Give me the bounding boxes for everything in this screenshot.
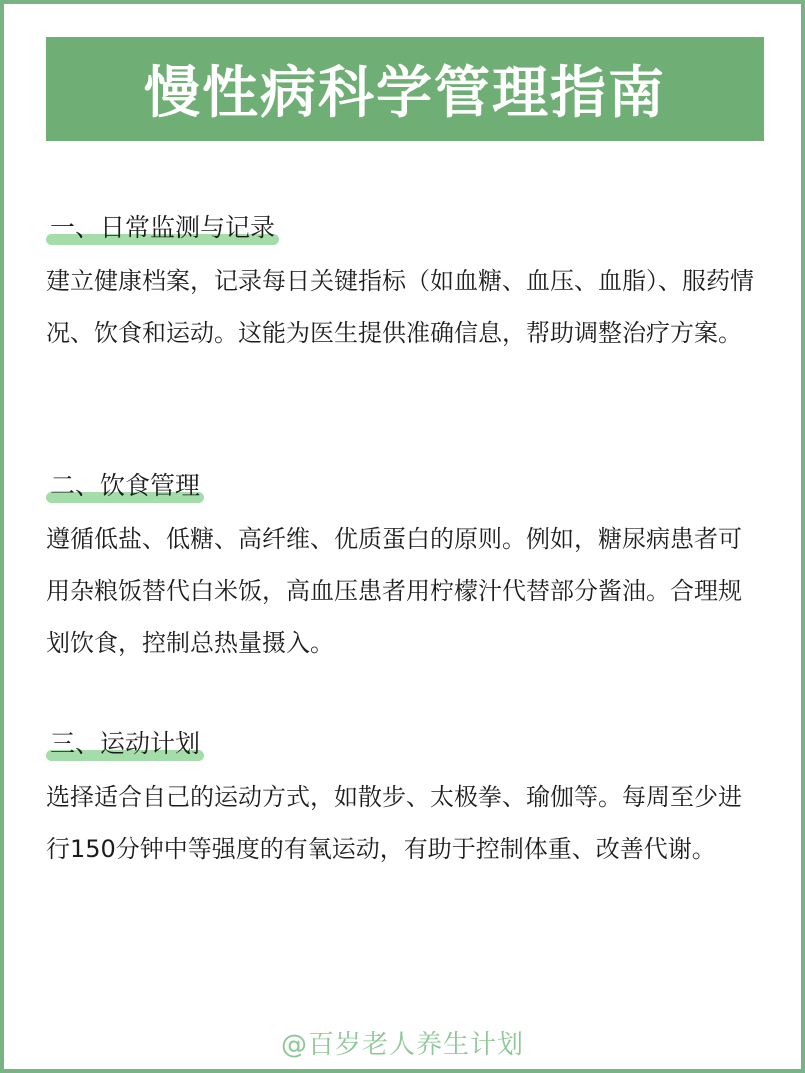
page-title: 慢性病科学管理指南	[144, 61, 666, 126]
section-exercise-plan	[46, 725, 766, 875]
section-heading-text: 二、饮食管理	[50, 471, 201, 500]
section-body: 遵循低盐、低糖、高纤维、优质蛋白的原则。例如，糖尿病患者可用杂粮饭替代白米饭，高血压患者用柠檬汁代替部分酱油。合理规划饮食，控制总热量摄入。	[46, 525, 742, 657]
author-watermark: @百岁老人养生计划	[280, 1030, 524, 1060]
section-heading	[46, 725, 204, 763]
section-diet-management	[46, 467, 766, 669]
section-heading-text: 三、运动计划	[50, 729, 201, 758]
section-heading	[46, 467, 204, 505]
section-body: 建立健康档案，记录每日关键指标（如血糖、血压、血脂）、服药情况、饮食和运动。这能为医生提供准确信息，帮助调整治疗方案。	[46, 267, 754, 347]
section-heading	[46, 209, 279, 247]
title-banner	[46, 37, 764, 141]
section-heading-text: 一、日常监测与记录	[50, 213, 276, 242]
section-daily-monitoring	[46, 209, 766, 359]
section-body: 选择适合自己的运动方式，如散步、太极拳、瑜伽等。每周至少进行150分钟中等强度的有氧运动，有助于控制体重、改善代谢。	[46, 783, 742, 863]
